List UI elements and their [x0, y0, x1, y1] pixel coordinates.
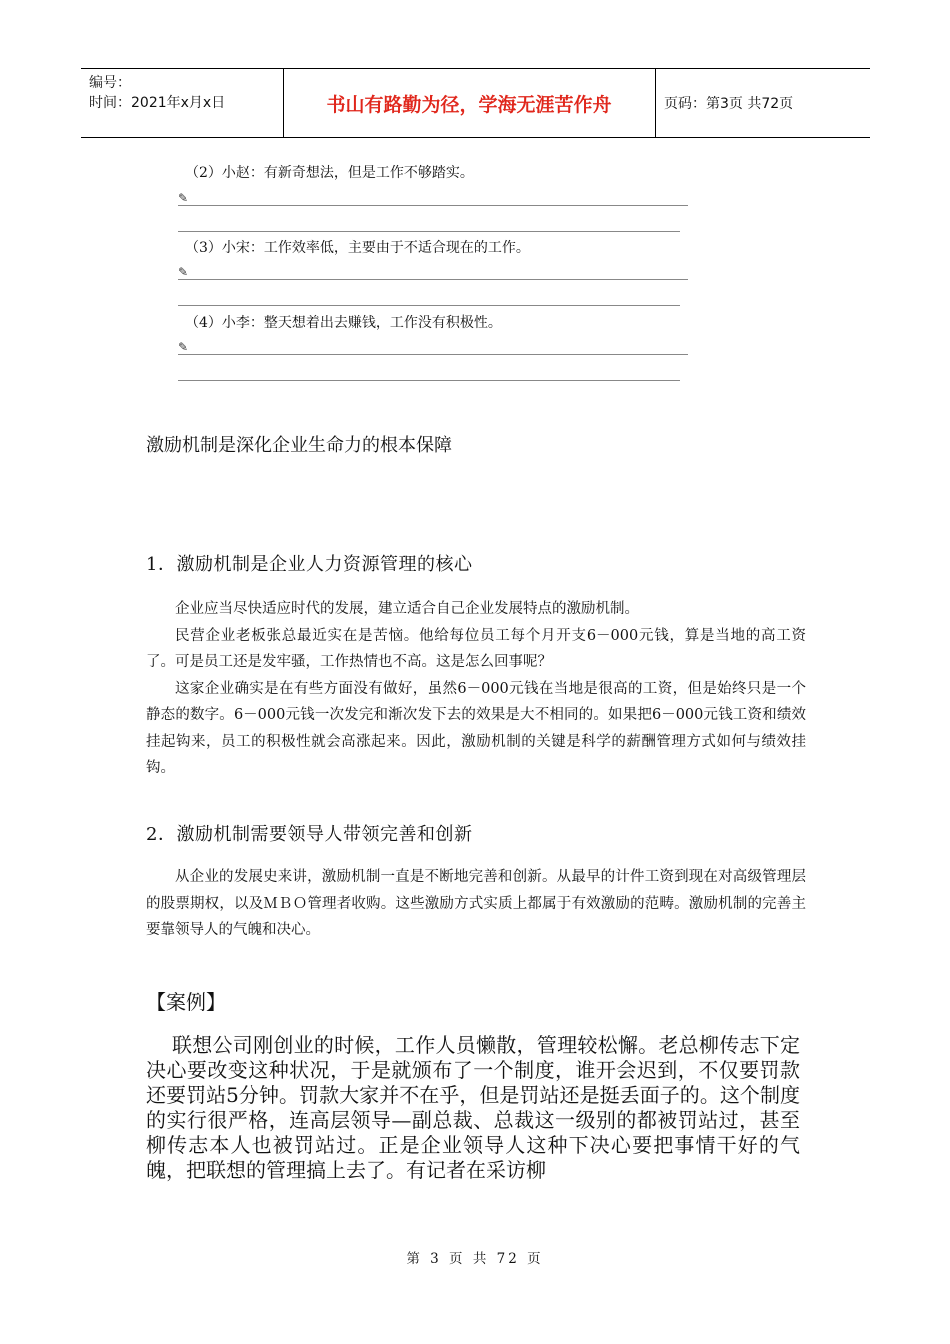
section-heading: 1．激励机制是企业人力资源管理的核心 — [146, 554, 473, 575]
section-heading: 2．激励机制需要领导人带领完善和创新 — [146, 824, 473, 845]
header-meta — [89, 73, 225, 113]
number-label: 编号： — [89, 75, 131, 91]
answer-line[interactable] — [178, 380, 680, 381]
case-label: 【案例】 — [146, 990, 226, 1014]
pen-icon: ✎ — [178, 265, 189, 279]
time-label: 时间：2021年x月x日 — [89, 95, 226, 111]
section-title: 激励机制是深化企业生命力的根本保障 — [146, 435, 452, 456]
paragraph: 从企业的发展史来讲，激励机制一直是不断地完善和创新。从最早的计件工资到现在对高级管理层的股票期权，以及ＭＢＯ管理者收购。这些激励方式实质上都属于有效激励的范畴。激励机制的完善主要靠领导人的气魄和决心。 — [146, 869, 806, 938]
exercise-question: （2）小赵：有新奇想法，但是工作不够踏实。 — [185, 165, 474, 181]
paragraph: 企业应当尽快适应时代的发展，建立适合自己企业发展特点的激励机制。 — [175, 601, 639, 617]
paragraph: 民营企业老板张总最近实在是苦恼。他给每位员工每个月开支6－000元钱，算是当地的高工资了。可是员工还是发牢骚，工作热情也不高。这是怎么回事呢？ — [146, 627, 806, 670]
answer-line[interactable] — [178, 231, 680, 232]
answer-line[interactable] — [178, 279, 688, 280]
pen-icon: ✎ — [178, 191, 189, 205]
answer-line[interactable] — [178, 354, 688, 355]
answer-line[interactable] — [178, 305, 680, 306]
exercise-question: （3）小宋：工作效率低，主要由于不适合现在的工作。 — [185, 240, 530, 256]
case-text: 联想公司刚创业的时候，工作人员懒散，管理较松懈。老总柳传志下定决心要改变这种状况，于是就颁布了一个制度，谁开会迟到，不仅要罚款还要罚站5分钟。罚款大家并不在乎，但是罚站还是挺丢面子的。这个制度的实行很严格，连高层领导—副总裁、总裁这一级别的都被罚站过，甚至柳传志本人也被罚站过。正是企业领导人这种下决心要把事情干好的气魄，把联想的管理搞上去了。有记者在采访柳 — [146, 1033, 800, 1182]
document-header — [81, 68, 870, 138]
section-body — [146, 864, 806, 944]
page-footer: 第 3 页 共 72 页 — [406, 1251, 544, 1267]
pen-icon: ✎ — [178, 340, 189, 354]
paragraph: 这家企业确实是在有些方面没有做好，虽然6－000元钱在当地是很高的工资，但是始终只是一个静态的数字。6－000元钱一次发完和渐次发下去的效果是大不相同的。如果把6－000元钱工资和绩效挂起钩来，员工的积极性就会高涨起来。因此，激励机制的关键是科学的薪酬管理方式如何与绩效挂钩。 — [146, 680, 806, 776]
exercise-question: （4）小李：整天想着出去赚钱，工作没有积极性。 — [185, 315, 502, 331]
page-label: 页码：第3页 共72页 — [664, 96, 794, 112]
answer-line[interactable] — [178, 205, 688, 206]
motto: 书山有路勤为径，学海无涯苦作舟 — [326, 93, 612, 116]
header-divider — [655, 69, 656, 137]
case-body — [146, 1033, 800, 1183]
section-body — [146, 596, 806, 782]
